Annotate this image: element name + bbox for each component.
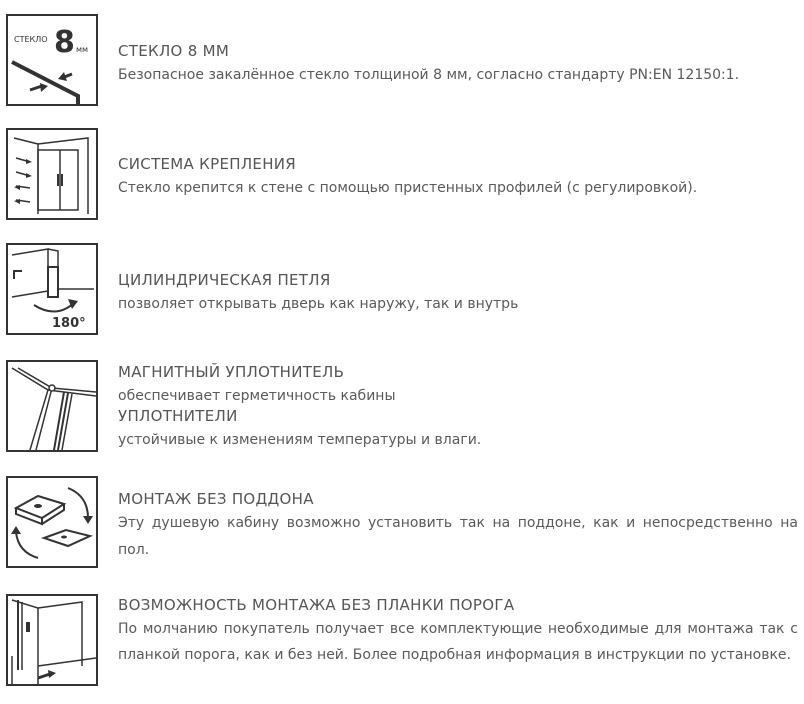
no-tray-install-icon xyxy=(8,478,96,566)
no-threshold-install-icon xyxy=(6,594,98,686)
feature-title: СТЕКЛО 8 ММ xyxy=(118,42,230,60)
feature-description: Эту душевую кабину возможно установить так на поддоне, как и непосредственно на пол. xyxy=(118,515,798,558)
icon-angle-label: 180° xyxy=(52,316,86,331)
glass-thickness-icon xyxy=(8,16,96,104)
no-threshold-install-icon xyxy=(8,596,96,684)
hinge-180-icon xyxy=(8,245,96,333)
feature-title: ВОЗМОЖНОСТЬ МОНТАЖА БЕЗ ПЛАНКИ ПОРОГА xyxy=(118,596,515,614)
mounting-system-icon xyxy=(6,128,98,220)
mounting-system-icon xyxy=(8,130,96,218)
glass-thickness-icon xyxy=(6,14,98,106)
icon-label-unit: мм xyxy=(76,45,89,54)
magnetic-seal-icon xyxy=(8,362,96,450)
feature-description: По молчанию покупатель получает все комплектующие необходимые для монтажа так с планкой порога, как и без ней. Более подробная информация в инструкции по установке. xyxy=(118,621,798,663)
icon-label-glass: СТЕКЛО xyxy=(14,35,48,44)
feature-description: Стекло крепится к стене с помощью пристенных профилей (с регулировкой). xyxy=(118,180,698,196)
no-tray-install-icon xyxy=(6,476,98,568)
feature-subtitle: УПЛОТНИТЕЛИ xyxy=(118,407,238,425)
hinge-180-icon xyxy=(6,243,98,335)
feature-description: обеспечивает герметичность кабины xyxy=(118,388,396,404)
feature-subdescription: устойчивые к изменениям температуры и влаги. xyxy=(118,432,482,448)
feature-title: ЦИЛИНДРИЧЕСКАЯ ПЕТЛЯ xyxy=(118,271,331,289)
feature-description: Безопасное закалённое стекло толщиной 8 мм, согласно стандарту PN:EN 12150:1. xyxy=(118,67,740,83)
feature-description: позволяет открывать дверь как наружу, так и внутрь xyxy=(118,296,519,312)
icon-label-number: 8 xyxy=(54,25,75,60)
magnetic-seal-icon xyxy=(6,360,98,452)
feature-title: МАГНИТНЫЙ УПЛОТНИТЕЛЬ xyxy=(118,363,345,381)
feature-title: СИСТЕМА КРЕПЛЕНИЯ xyxy=(118,155,297,173)
feature-title: МОНТАЖ БЕЗ ПОДДОНА xyxy=(118,490,314,508)
